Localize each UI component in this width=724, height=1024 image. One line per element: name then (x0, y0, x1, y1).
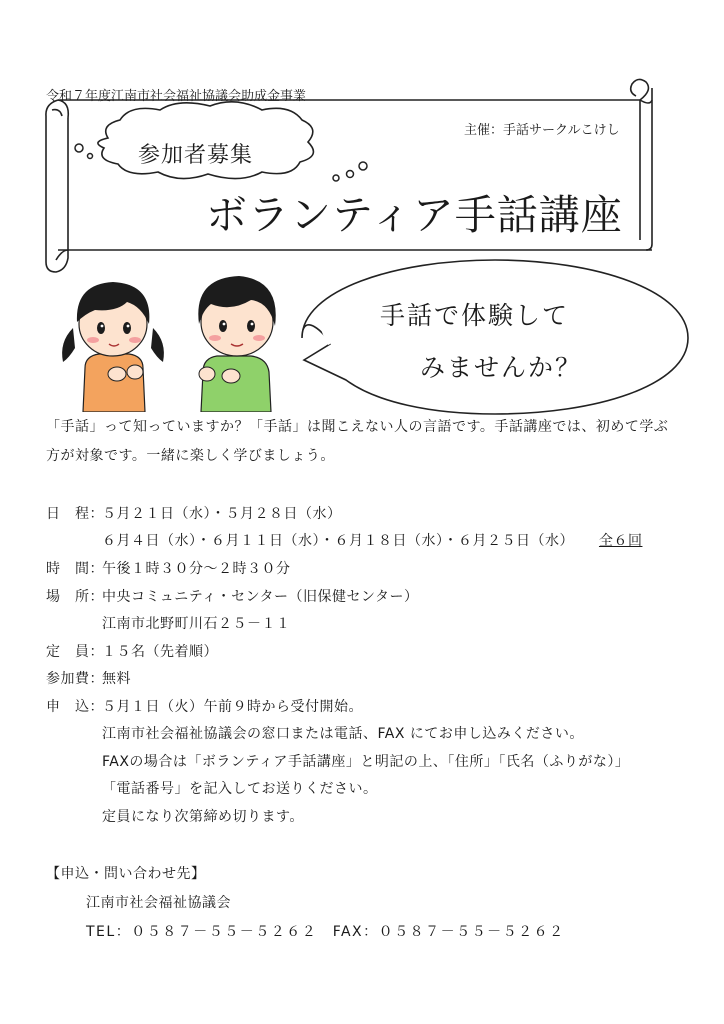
girl-figure (62, 282, 164, 412)
capacity-label: 定 員： (46, 644, 104, 660)
apply-label: 申 込： (46, 699, 104, 715)
schedule-row (46, 503, 342, 523)
speech-line-2: みませんか？ (420, 353, 583, 382)
fee-label: 参加費： (46, 671, 104, 687)
apply-line-5: 定員になり次第締め切ります。 (102, 809, 304, 825)
capacity-value: １５名（先着順） (102, 644, 218, 660)
schedule-label: 日 程： (46, 506, 104, 522)
apply-row (46, 696, 363, 716)
capacity-row (46, 641, 218, 661)
place-row-2 (102, 613, 291, 633)
schedule-total: 全６回 (598, 533, 643, 549)
schedule-line-2: ６月４日（水）・６月１１日（水）・６月１８日（水）・６月２５日（水） (102, 533, 574, 549)
fee-value: 無料 (102, 671, 131, 687)
place-line-2: 江南市北野町川石２５－１１ (102, 616, 291, 632)
schedule-row-2 (102, 530, 642, 550)
place-label: 場 所： (46, 589, 104, 605)
children-illustration (55, 262, 305, 412)
contact-org: 江南市社会福祉協議会 (86, 895, 231, 911)
page-title: ボランティア手話講座 (206, 191, 623, 239)
speech-bubble (290, 252, 700, 422)
intro-line-2: 方が対象です。一緒に楽しく学びましょう。 (46, 448, 335, 464)
apply-line-2: 江南市社会福祉協議会の窓口または電話、FAX にてお申し込みください。 (102, 726, 584, 742)
contact-tel-fax: TEL：０５８７－５５－５２６２ FAX：０５８７－５５－５２６２ (86, 924, 565, 940)
time-value: 午後１時３０分～２時３０分 (102, 561, 291, 577)
contact-heading: 【申込・問い合わせ先】 (46, 866, 206, 882)
apply-line-3: FAXの場合は「ボランティア手話講座」と明記の上、「住所」「氏名（ふりがな）」 (102, 754, 630, 770)
organizer-label: 主催：手話サークルこけし (464, 123, 620, 138)
speech-line-1: 手話で体験して (380, 301, 570, 330)
apply-line-4: 「電話番号」を記入してお送りください。 (102, 781, 378, 797)
intro-line-1: 「手話」って知っていますか？「手話」は聞こえない人の言語です。手話講座では、初めて学ぶ (46, 419, 669, 435)
time-label: 時 間： (46, 561, 104, 577)
schedule-line-1: ５月２１日（水）・５月２８日（水） (102, 506, 342, 522)
apply-line-1: ５月１日（火）午前９時から受付開始。 (102, 699, 363, 715)
place-row (46, 586, 418, 606)
boy-figure (198, 276, 275, 412)
recruiting-label: 参加者募集 (138, 143, 254, 168)
fee-row (46, 668, 131, 688)
subsidy-note: 令和７年度江南市社会福祉協議会助成金事業 (46, 89, 307, 104)
time-row (46, 558, 291, 578)
place-line-1: 中央コミュニティ・センター（旧保健センター） (102, 589, 419, 605)
